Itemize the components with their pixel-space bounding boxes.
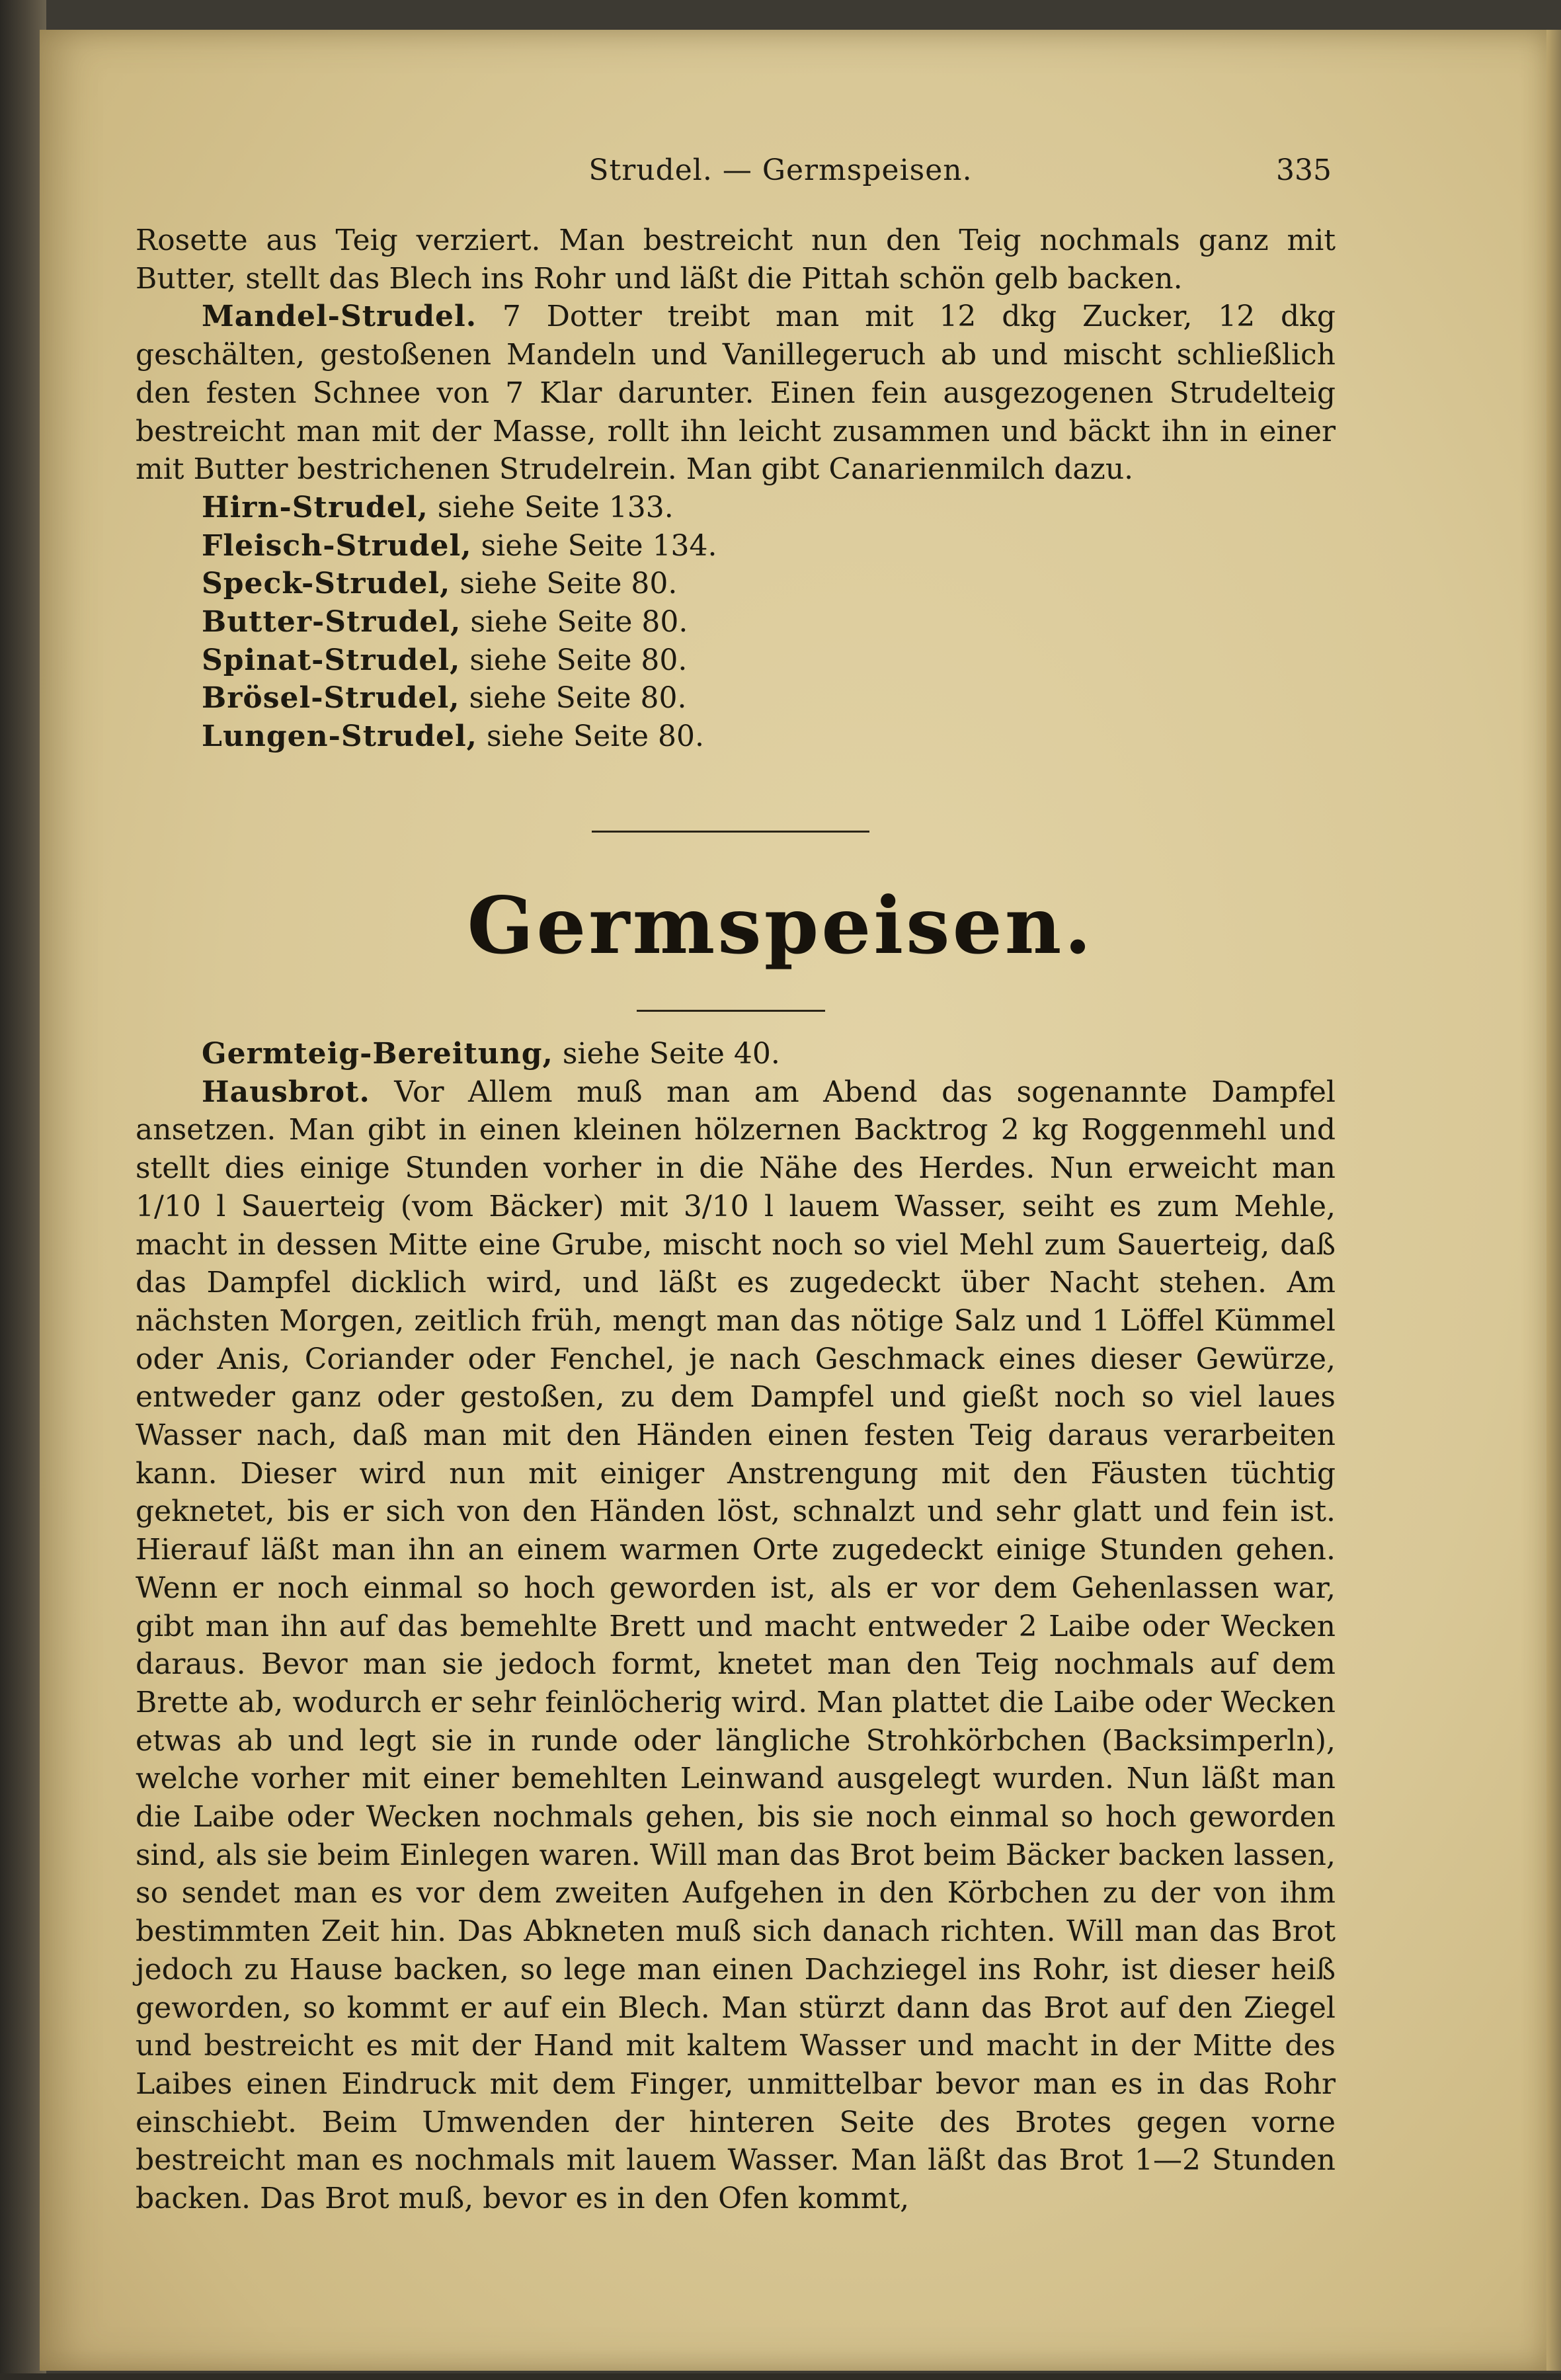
list-item xyxy=(136,527,1336,565)
recipe-text: 7 Dotter treibt man mit 12 dkg Zucker, 12 dkg geschälten, gestoßenen Mandeln und Vanillegeruch ab und mischt schließlich den festen Schnee von 7 Klar darunter. Einen fein ausgezogenen Strudelteig bestreicht man mit der Masse, rollt ihn leicht zusammen und bäckt ihn in einer mit Butter bestrichenen Strudelrein. Man gibt Canarienmilch dazu. xyxy=(136,300,1336,487)
recipe-title: Brösel-Strudel, xyxy=(202,681,460,716)
page-reference: siehe Seite 80. xyxy=(469,643,688,677)
page-reference: siehe Seite 134. xyxy=(481,528,717,563)
page-reference: siehe Seite 80. xyxy=(487,719,704,754)
list-item xyxy=(136,679,1336,718)
recipe-title: Butter-Strudel, xyxy=(202,605,461,639)
recipe-title: Germteig-Bereitung, xyxy=(202,1037,553,1071)
recipe-title: Mandel-Strudel. xyxy=(202,300,477,334)
list-item xyxy=(136,489,1336,527)
list-item xyxy=(136,565,1336,603)
section-heading: Germspeisen. xyxy=(467,880,1094,971)
recipe-title: Fleisch-Strudel, xyxy=(202,528,472,563)
list-item xyxy=(136,641,1336,680)
hausbrot-recipe xyxy=(136,1073,1336,2218)
recipe-title: Hausbrot. xyxy=(202,1075,370,1109)
list-item xyxy=(136,603,1336,641)
page-edge xyxy=(1546,30,1561,2371)
page-reference: siehe Seite 40. xyxy=(562,1037,780,1071)
bottom-edge xyxy=(0,2373,1561,2380)
page-reference: siehe Seite 80. xyxy=(470,605,688,639)
page-number: 335 xyxy=(1276,153,1332,187)
page-reference: siehe Seite 80. xyxy=(469,681,687,716)
recipe-text: Vor Allem muß man am Abend das sogenannte Dampfel ansetzen. Man gibt in einen kleinen hölzernen Backtrog 2 kg Roggenmehl und stellt dies einige Stunden vorher in die Nähe des Herdes. Nun erweicht man 1/10 l Sauerteig (vom Bäcker) mit 3/10 l lauem Wasser, seiht es zum Mehle, macht in dessen Mitte eine Grube, mischt noch so viel Mehl zum Sauerteig, daß das Dampfel dicklich wird, und läßt es zugedeckt über Nacht stehen. Am nächsten Morgen, zeitlich früh, mengt man das nötige Salz und 1 Löffel Kümmel oder Anis, Coriander oder Fenchel, je nach Geschmack eines dieser Gewürze, entweder ganz oder gestoßen, zu dem Dampfel und gießt noch so viel laues Wasser nach, daß man mit den Händen einen festen Teig daraus verarbeiten kann. Dieser wird nun mit einiger Anstrengung mit den Fäusten tüchtig geknetet, bis er sich von den Händen löst, schnalzt und sehr glatt und fein ist. Hierauf läßt man ihn an einem warmen Orte zugedeckt einige Stunden gehen. Wenn er noch einmal so hoch geworden ist, als er vor dem Gehenlassen war, gibt man ihn auf das bemehlte Brett und macht entweder 2 Laibe oder Wecken daraus. Bevor man sie jedoch formt, knetet man den Teig nochmals auf dem Brette ab, wodurch er sehr feinlöcherig wird. Man plattet die Laibe oder Wecken etwas ab und legt sie in runde oder längliche Strohkörbchen (Backsimperln), welche vorher mit einer bemehlten Leinwand ausgelegt wurden. Nun läßt man die Laibe oder Wecken nochmals gehen, bis sie noch einmal so hoch geworden sind, als sie beim Einlegen waren. Will man das Brot beim Bäcker backen lassen, so sendet man es vor dem zweiten Aufgehen in den Körbchen zu der von ihm bestimmten Zeit hin. Das Abkneten muß sich danach richten. Will man das Brot jedoch zu Hause backen, so lege man einen Dachziegel ins Rohr, ist dieser heiß geworden, so kommt er auf ein Blech. Man stürzt dann das Brot auf den Ziegel und bestreicht es mit der Hand mit kaltem Wasser und macht in der Mitte des Laibes einen Eindruck mit dem Finger, unmittelbar bevor man es in das Rohr einschiebt. Beim Umwenden der hinteren Seite des Brotes gegen vorne bestreicht man es nochmals mit lauem Wasser. Man läßt das Brot 1—2 Stunden backen. Das Brot muß, bevor es in den Ofen kommt, xyxy=(136,1075,1336,2216)
page-reference: siehe Seite 133. xyxy=(437,490,674,524)
germspeisen-section xyxy=(136,1035,1336,2218)
germteig-reference xyxy=(136,1035,1336,1073)
strudel-section xyxy=(136,222,1336,756)
page-reference: siehe Seite 80. xyxy=(460,567,678,601)
recipe-title: Hirn-Strudel, xyxy=(202,490,428,524)
recipe-title: Spinat-Strudel, xyxy=(202,643,461,677)
recipe-title: Lungen-Strudel, xyxy=(202,719,477,754)
divider-rule xyxy=(637,1010,825,1012)
divider-rule xyxy=(592,831,869,833)
running-title: Strudel. — Germspeisen. xyxy=(588,153,973,187)
mandel-strudel-recipe xyxy=(136,298,1336,489)
list-item xyxy=(136,718,1336,756)
continuation-paragraph: Rosette aus Teig verziert. Man bestreicht nun den Teig nochmals ganz mit Butter, stellt das Blech ins Rohr und läßt die Pittah schön gelb backen. xyxy=(136,224,1336,296)
recipe-title: Speck-Strudel, xyxy=(202,567,451,601)
reference-list xyxy=(136,489,1336,756)
